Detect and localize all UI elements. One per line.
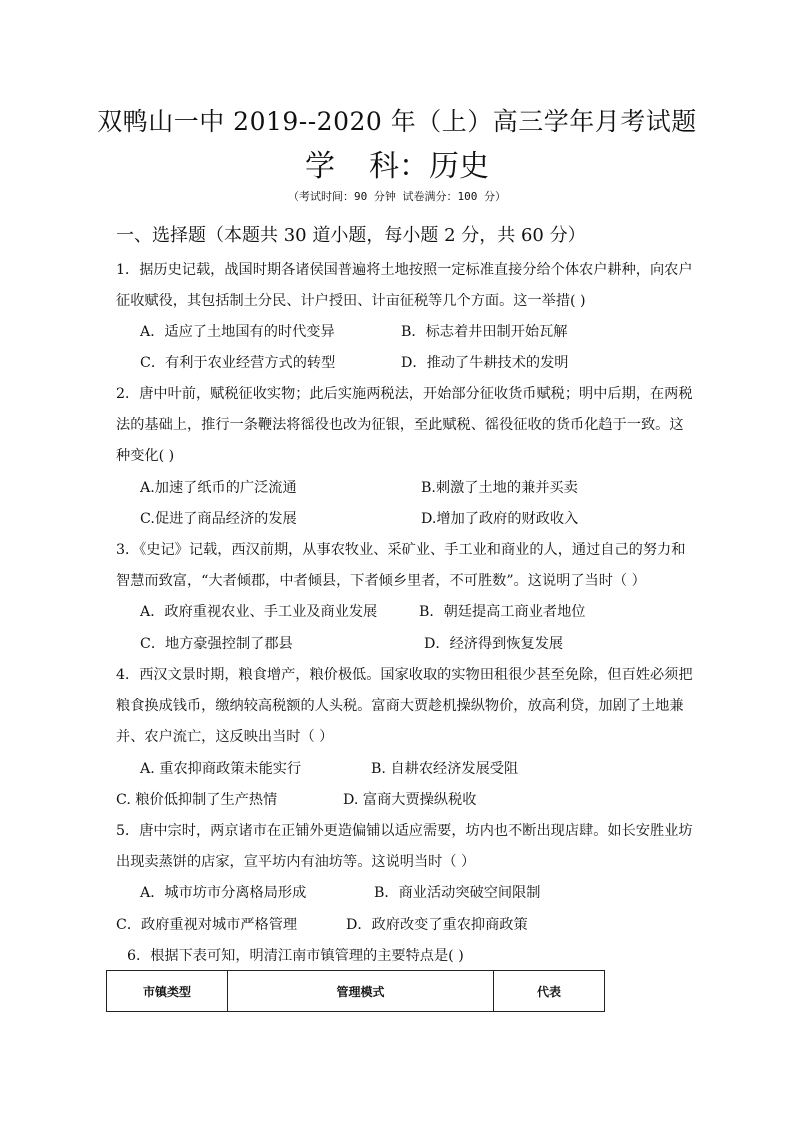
question-5-line-2: 出现卖蒸饼的店家，宣平坊内有油坊等。这说明当时（ ）	[116, 854, 476, 870]
question-5-option-b: B．商业活动突破空间限制	[374, 885, 541, 901]
section-heading: 一、选择题（本题共 30 道小题，每小题 2 分，共 60 分）	[116, 225, 586, 246]
question-1-option-b: B．标志着井田制开始瓦解	[401, 324, 568, 340]
question-5-option-c: C．政府重视对城市严格管理	[116, 917, 298, 933]
question-2-line-2: 法的基础上，推行一条鞭法将徭役也改为征银，至此赋税、徭役征收的货币化趋于一致。这	[116, 417, 684, 433]
table-header-type: 市镇类型	[107, 971, 228, 1012]
table-header-example: 代表	[494, 971, 605, 1012]
subject-name: 科：历史	[369, 149, 489, 184]
question-2-option-a: A.加速了纸币的广泛流通	[140, 480, 297, 496]
question-2-option-d: D.增加了政府的财政收入	[421, 511, 579, 527]
question-6-line-1: 6．根据下表可知，明清江南市镇管理的主要特点是( )	[127, 948, 464, 964]
question-4-line-3: 并、农户流亡，这反映出当时（ ）	[116, 729, 334, 745]
question-4-option-d: D. 富商大贾操纵税收	[343, 792, 477, 808]
question-4-line-2: 粮食换成钱币，缴纳较高税额的人头税。富商大贾趁机操纵物价，放高利贷，加剧了土地兼	[116, 698, 684, 714]
question-4-option-c: C. 粮价低抑制了生产热情	[116, 792, 278, 808]
subject-line	[0, 141, 794, 185]
table-header-mode: 管理模式	[228, 971, 494, 1012]
exam-info: （考试时间：90 分钟 试卷满分：100 分）	[288, 190, 506, 203]
question-3-option-d: D．经济得到恢复发展	[424, 636, 564, 652]
question-1-line-2: 征收赋役，其包括制土分民、计户授田、计亩征税等几个方面。这一举措( )	[116, 293, 586, 309]
question-3-option-b: B．朝廷提高工商业者地位	[419, 604, 586, 620]
exam-title: 双鸭山一中 2019--2020 年（上）高三学年月考试题	[97, 107, 697, 136]
question-3-option-a: A．政府重视农业、手工业及商业发展	[140, 604, 378, 620]
question-3-line-1: 3．《史记》记载，西汉前期，从事农牧业、采矿业、手工业和商业的人，通过自己的努力和	[116, 542, 686, 558]
question-1-option-a: A．适应了土地国有的时代变异	[140, 324, 335, 340]
question-1-option-d: D．推动了牛耕技术的发明	[401, 355, 569, 371]
question-1-option-c: C．有利于农业经营方式的转型	[140, 355, 336, 371]
question-4-line-1: 4．西汉文景时期，粮食增产，粮价极低。国家收取的实物田租很少甚至免除，但百姓必须把	[116, 667, 693, 683]
question-3-line-2: 智慧而致富，“大者倾郡，中者倾县，下者倾乡里者，不可胜数”。这说明了当时（ ）	[116, 573, 646, 589]
question-2-line-3: 种变化( )	[116, 448, 175, 464]
question-5-line-1: 5．唐中宗时，两京诸市在正铺外更造偏铺以适应需要，坊内也不断出现店肆。如长安胜业坊	[116, 823, 693, 839]
table-header-row	[107, 971, 605, 1012]
question-3-option-c: C．地方豪强控制了郡县	[140, 636, 293, 652]
question-4-option-a: A. 重农抑商政策未能实行	[140, 761, 302, 777]
subject-label: 学	[305, 149, 335, 184]
question-2-line-1: 2．唐中叶前，赋税征收实物；此后实施两税法，开始部分征收货币赋税；明中后期，在两税	[116, 386, 693, 402]
question-1-line-1: 1．据历史记载，战国时期各诸侯国普遍将土地按照一定标准直接分给个体农户耕种，向农户	[116, 262, 693, 278]
question-2-option-b: B.刺激了土地的兼并买卖	[421, 480, 578, 496]
question-5-option-a: A．城市坊市分离格局形成	[140, 885, 307, 901]
question-2-option-c: C.促进了商品经济的发展	[140, 511, 297, 527]
question-5-option-d: D．政府改变了重农抑商政策	[346, 917, 528, 933]
question-4-option-b: B. 自耕农经济发展受阻	[371, 761, 519, 777]
market-town-table	[106, 970, 605, 1012]
